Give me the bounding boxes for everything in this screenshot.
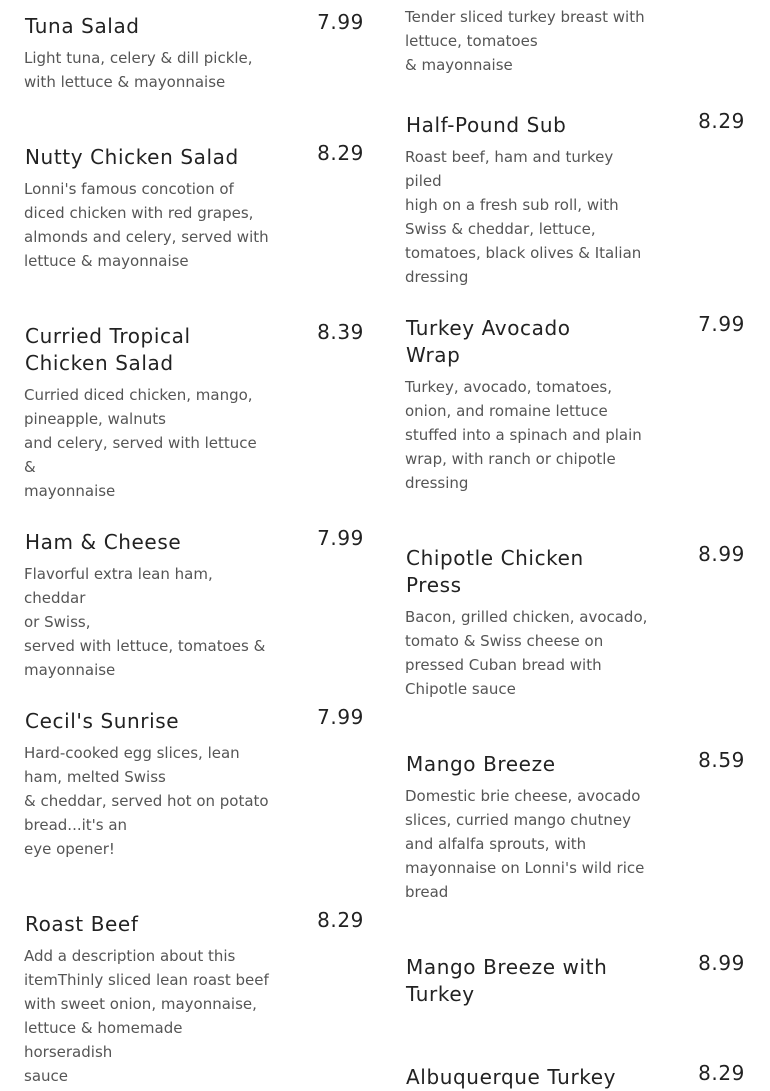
item-description: Bacon, grilled chicken, avocado, tomato & Swiss cheese on pressed Cuban bread with Chipotle sauce bbox=[405, 608, 648, 698]
item-name: Nutty Chicken Salad bbox=[25, 145, 239, 169]
item-description: Add a description about this itemThinly sliced lean roast beef with sweet onion, mayonnaise, lettuce & homemade horseradish sauce bbox=[24, 947, 269, 1085]
item-name: Roast Beef bbox=[25, 912, 139, 936]
item-price: 8.29 bbox=[698, 109, 745, 133]
item-name: Half-Pound Sub bbox=[406, 113, 567, 137]
item-description: Curried diced chicken, mango, pineapple, walnuts and celery, served with lettuce & mayonnaise bbox=[24, 386, 257, 500]
item-price: 7.99 bbox=[698, 312, 745, 336]
item-name: Cecil's Sunrise bbox=[25, 709, 180, 733]
item-description: Lonni's famous concotion of diced chicken with red grapes, almonds and celery, served with lettuce & mayonnaise bbox=[24, 180, 269, 270]
item-description: Roast beef, ham and turkey piled high on a fresh sub roll, with Swiss & cheddar, lettuce, tomatoes, black olives & Italian dressing bbox=[405, 148, 642, 286]
item-price: 7.99 bbox=[317, 526, 364, 550]
item-description: Hard-cooked egg slices, lean ham, melted Swiss & cheddar, served hot on potato bread...it's an eye opener! bbox=[24, 744, 269, 858]
item-price: 8.29 bbox=[698, 1061, 745, 1085]
item-price: 8.39 bbox=[317, 320, 364, 344]
item-description: Tender sliced turkey breast with lettuce, tomatoes & mayonnaise bbox=[405, 8, 645, 74]
item-name: Mango Breeze with Turkey bbox=[406, 955, 608, 1006]
item-name: Albuquerque Turkey bbox=[406, 1065, 617, 1089]
item-price: 7.99 bbox=[317, 10, 364, 34]
item-name: Chipotle Chicken Press bbox=[406, 546, 584, 597]
item-description: Turkey, avocado, tomatoes, onion, and romaine lettuce stuffed into a spinach and plain wrap, with ranch or chipotle dressing bbox=[405, 378, 642, 492]
item-price: 7.99 bbox=[317, 705, 364, 729]
item-name: Turkey Avocado Wrap bbox=[406, 316, 571, 367]
item-name: Tuna Salad bbox=[25, 14, 140, 38]
item-description: Flavorful extra lean ham, cheddar or Swiss, served with lettuce, tomatoes & mayonnaise bbox=[24, 565, 266, 679]
item-price: 8.29 bbox=[317, 908, 364, 932]
item-description: Domestic brie cheese, avocado slices, curried mango chutney and alfalfa sprouts, with mayonnaise on Lonni's wild rice bread bbox=[405, 787, 645, 901]
item-name: Curried Tropical Chicken Salad bbox=[25, 324, 191, 375]
item-price: 8.29 bbox=[317, 141, 364, 165]
item-name: Ham & Cheese bbox=[25, 530, 182, 554]
item-price: 8.99 bbox=[698, 542, 745, 566]
item-description: Light tuna, celery & dill pickle, with lettuce & mayonnaise bbox=[24, 49, 253, 91]
item-price: 8.59 bbox=[698, 748, 745, 772]
item-name: Mango Breeze bbox=[406, 752, 556, 776]
item-price: 8.99 bbox=[698, 951, 745, 975]
